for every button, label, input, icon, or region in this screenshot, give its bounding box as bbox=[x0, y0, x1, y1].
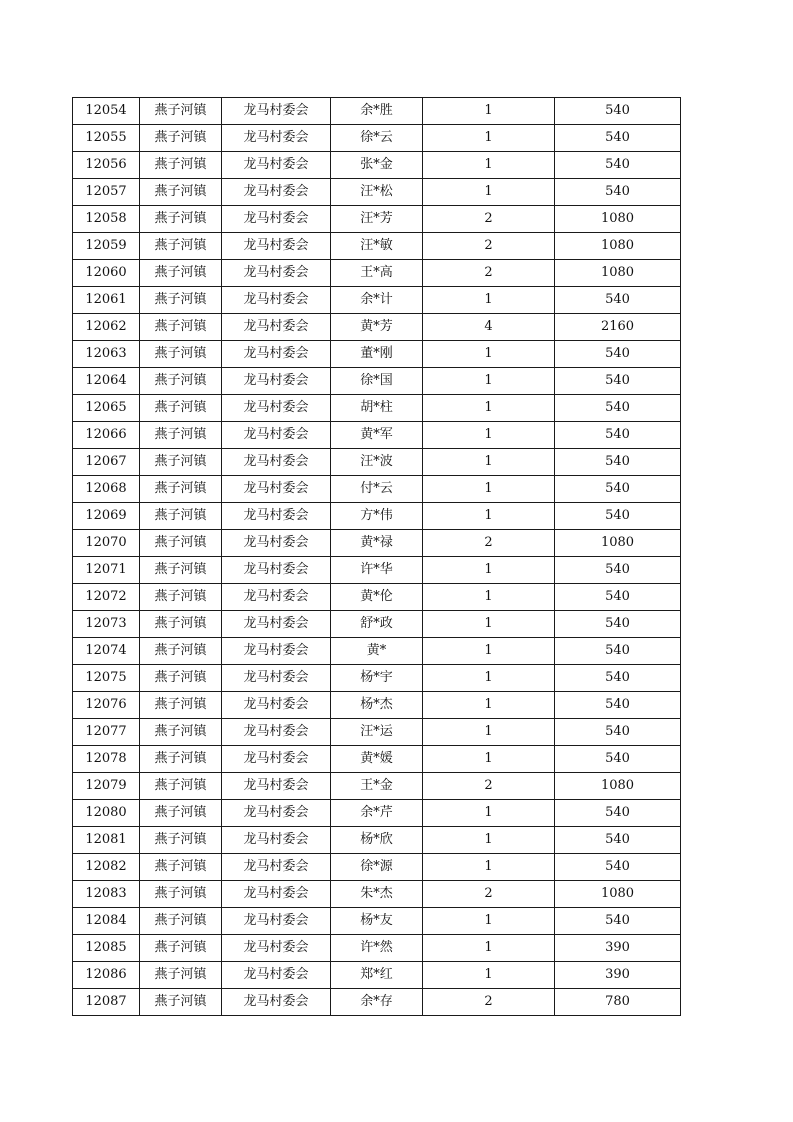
town-cell: 燕子河镇 bbox=[140, 881, 222, 908]
count-cell: 1 bbox=[423, 287, 555, 314]
count-cell: 1 bbox=[423, 962, 555, 989]
table-row bbox=[73, 854, 681, 881]
table-row bbox=[73, 476, 681, 503]
village-cell: 龙马村委会 bbox=[222, 584, 331, 611]
row-id-cell: 12068 bbox=[73, 476, 140, 503]
count-cell: 1 bbox=[423, 557, 555, 584]
name-cell: 黄*禄 bbox=[331, 530, 423, 557]
name-cell: 余*胜 bbox=[331, 98, 423, 125]
village-cell: 龙马村委会 bbox=[222, 422, 331, 449]
table-row bbox=[73, 179, 681, 206]
row-id-cell: 12075 bbox=[73, 665, 140, 692]
row-id-cell: 12070 bbox=[73, 530, 140, 557]
table-row bbox=[73, 395, 681, 422]
name-cell: 王*金 bbox=[331, 773, 423, 800]
village-cell: 龙马村委会 bbox=[222, 314, 331, 341]
row-id-cell: 12063 bbox=[73, 341, 140, 368]
row-id-cell: 12084 bbox=[73, 908, 140, 935]
town-cell: 燕子河镇 bbox=[140, 692, 222, 719]
count-cell: 2 bbox=[423, 260, 555, 287]
row-id-cell: 12067 bbox=[73, 449, 140, 476]
row-id-cell: 12060 bbox=[73, 260, 140, 287]
name-cell: 汪*运 bbox=[331, 719, 423, 746]
count-cell: 1 bbox=[423, 98, 555, 125]
name-cell: 方*伟 bbox=[331, 503, 423, 530]
count-cell: 1 bbox=[423, 179, 555, 206]
count-cell: 1 bbox=[423, 422, 555, 449]
village-cell: 龙马村委会 bbox=[222, 287, 331, 314]
town-cell: 燕子河镇 bbox=[140, 773, 222, 800]
amount-cell: 540 bbox=[555, 152, 681, 179]
village-cell: 龙马村委会 bbox=[222, 179, 331, 206]
row-id-cell: 12066 bbox=[73, 422, 140, 449]
count-cell: 1 bbox=[423, 638, 555, 665]
amount-cell: 540 bbox=[555, 800, 681, 827]
town-cell: 燕子河镇 bbox=[140, 611, 222, 638]
amount-cell: 540 bbox=[555, 287, 681, 314]
name-cell: 朱*杰 bbox=[331, 881, 423, 908]
row-id-cell: 12065 bbox=[73, 395, 140, 422]
village-cell: 龙马村委会 bbox=[222, 395, 331, 422]
village-cell: 龙马村委会 bbox=[222, 611, 331, 638]
count-cell: 1 bbox=[423, 152, 555, 179]
town-cell: 燕子河镇 bbox=[140, 98, 222, 125]
amount-cell: 1080 bbox=[555, 233, 681, 260]
table-row bbox=[73, 800, 681, 827]
town-cell: 燕子河镇 bbox=[140, 584, 222, 611]
table-row bbox=[73, 368, 681, 395]
name-cell: 许*华 bbox=[331, 557, 423, 584]
name-cell: 王*高 bbox=[331, 260, 423, 287]
town-cell: 燕子河镇 bbox=[140, 800, 222, 827]
row-id-cell: 12081 bbox=[73, 827, 140, 854]
town-cell: 燕子河镇 bbox=[140, 989, 222, 1016]
table-body bbox=[73, 98, 681, 1016]
table-row bbox=[73, 719, 681, 746]
name-cell: 余*计 bbox=[331, 287, 423, 314]
amount-cell: 540 bbox=[555, 854, 681, 881]
town-cell: 燕子河镇 bbox=[140, 341, 222, 368]
amount-cell: 540 bbox=[555, 125, 681, 152]
town-cell: 燕子河镇 bbox=[140, 827, 222, 854]
village-cell: 龙马村委会 bbox=[222, 368, 331, 395]
amount-cell: 540 bbox=[555, 449, 681, 476]
town-cell: 燕子河镇 bbox=[140, 476, 222, 503]
amount-cell: 1080 bbox=[555, 773, 681, 800]
amount-cell: 540 bbox=[555, 368, 681, 395]
village-cell: 龙马村委会 bbox=[222, 476, 331, 503]
count-cell: 1 bbox=[423, 476, 555, 503]
table-row bbox=[73, 638, 681, 665]
name-cell: 杨*友 bbox=[331, 908, 423, 935]
town-cell: 燕子河镇 bbox=[140, 557, 222, 584]
town-cell: 燕子河镇 bbox=[140, 719, 222, 746]
count-cell: 1 bbox=[423, 395, 555, 422]
count-cell: 1 bbox=[423, 584, 555, 611]
row-id-cell: 12074 bbox=[73, 638, 140, 665]
count-cell: 1 bbox=[423, 341, 555, 368]
name-cell: 余*存 bbox=[331, 989, 423, 1016]
town-cell: 燕子河镇 bbox=[140, 503, 222, 530]
name-cell: 汪*波 bbox=[331, 449, 423, 476]
name-cell: 黄*媛 bbox=[331, 746, 423, 773]
town-cell: 燕子河镇 bbox=[140, 962, 222, 989]
count-cell: 1 bbox=[423, 692, 555, 719]
town-cell: 燕子河镇 bbox=[140, 908, 222, 935]
town-cell: 燕子河镇 bbox=[140, 395, 222, 422]
count-cell: 1 bbox=[423, 665, 555, 692]
count-cell: 2 bbox=[423, 773, 555, 800]
count-cell: 1 bbox=[423, 611, 555, 638]
name-cell: 杨*杰 bbox=[331, 692, 423, 719]
table-row bbox=[73, 611, 681, 638]
village-cell: 龙马村委会 bbox=[222, 935, 331, 962]
name-cell: 付*云 bbox=[331, 476, 423, 503]
row-id-cell: 12083 bbox=[73, 881, 140, 908]
row-id-cell: 12056 bbox=[73, 152, 140, 179]
amount-cell: 1080 bbox=[555, 260, 681, 287]
table-row bbox=[73, 557, 681, 584]
village-cell: 龙马村委会 bbox=[222, 773, 331, 800]
count-cell: 1 bbox=[423, 719, 555, 746]
table-row bbox=[73, 827, 681, 854]
name-cell: 汪*松 bbox=[331, 179, 423, 206]
amount-cell: 780 bbox=[555, 989, 681, 1016]
count-cell: 4 bbox=[423, 314, 555, 341]
table-row bbox=[73, 98, 681, 125]
amount-cell: 540 bbox=[555, 908, 681, 935]
town-cell: 燕子河镇 bbox=[140, 206, 222, 233]
village-cell: 龙马村委会 bbox=[222, 503, 331, 530]
table-row bbox=[73, 773, 681, 800]
village-cell: 龙马村委会 bbox=[222, 665, 331, 692]
name-cell: 黄* bbox=[331, 638, 423, 665]
row-id-cell: 12059 bbox=[73, 233, 140, 260]
town-cell: 燕子河镇 bbox=[140, 179, 222, 206]
town-cell: 燕子河镇 bbox=[140, 314, 222, 341]
count-cell: 1 bbox=[423, 746, 555, 773]
amount-cell: 1080 bbox=[555, 530, 681, 557]
town-cell: 燕子河镇 bbox=[140, 746, 222, 773]
count-cell: 2 bbox=[423, 233, 555, 260]
amount-cell: 540 bbox=[555, 503, 681, 530]
town-cell: 燕子河镇 bbox=[140, 449, 222, 476]
amount-cell: 2160 bbox=[555, 314, 681, 341]
name-cell: 许*然 bbox=[331, 935, 423, 962]
name-cell: 黄*军 bbox=[331, 422, 423, 449]
village-cell: 龙马村委会 bbox=[222, 746, 331, 773]
village-cell: 龙马村委会 bbox=[222, 260, 331, 287]
town-cell: 燕子河镇 bbox=[140, 854, 222, 881]
name-cell: 胡*柱 bbox=[331, 395, 423, 422]
row-id-cell: 12082 bbox=[73, 854, 140, 881]
count-cell: 2 bbox=[423, 881, 555, 908]
row-id-cell: 12054 bbox=[73, 98, 140, 125]
village-cell: 龙马村委会 bbox=[222, 125, 331, 152]
count-cell: 1 bbox=[423, 854, 555, 881]
row-id-cell: 12079 bbox=[73, 773, 140, 800]
count-cell: 1 bbox=[423, 449, 555, 476]
village-cell: 龙马村委会 bbox=[222, 908, 331, 935]
row-id-cell: 12087 bbox=[73, 989, 140, 1016]
name-cell: 徐*源 bbox=[331, 854, 423, 881]
name-cell: 汪*敏 bbox=[331, 233, 423, 260]
count-cell: 2 bbox=[423, 989, 555, 1016]
village-cell: 龙马村委会 bbox=[222, 638, 331, 665]
row-id-cell: 12073 bbox=[73, 611, 140, 638]
town-cell: 燕子河镇 bbox=[140, 287, 222, 314]
row-id-cell: 12055 bbox=[73, 125, 140, 152]
row-id-cell: 12086 bbox=[73, 962, 140, 989]
row-id-cell: 12064 bbox=[73, 368, 140, 395]
count-cell: 1 bbox=[423, 800, 555, 827]
amount-cell: 540 bbox=[555, 827, 681, 854]
row-id-cell: 12078 bbox=[73, 746, 140, 773]
roster-table bbox=[72, 97, 681, 1016]
table-row bbox=[73, 449, 681, 476]
row-id-cell: 12057 bbox=[73, 179, 140, 206]
town-cell: 燕子河镇 bbox=[140, 665, 222, 692]
village-cell: 龙马村委会 bbox=[222, 827, 331, 854]
village-cell: 龙马村委会 bbox=[222, 854, 331, 881]
village-cell: 龙马村委会 bbox=[222, 341, 331, 368]
table-row bbox=[73, 314, 681, 341]
row-id-cell: 12071 bbox=[73, 557, 140, 584]
count-cell: 1 bbox=[423, 503, 555, 530]
count-cell: 2 bbox=[423, 206, 555, 233]
table-row bbox=[73, 206, 681, 233]
village-cell: 龙马村委会 bbox=[222, 881, 331, 908]
table-row bbox=[73, 152, 681, 179]
name-cell: 黄*伦 bbox=[331, 584, 423, 611]
village-cell: 龙马村委会 bbox=[222, 98, 331, 125]
table-row bbox=[73, 125, 681, 152]
row-id-cell: 12069 bbox=[73, 503, 140, 530]
row-id-cell: 12061 bbox=[73, 287, 140, 314]
table-row bbox=[73, 422, 681, 449]
table-row bbox=[73, 530, 681, 557]
amount-cell: 1080 bbox=[555, 881, 681, 908]
town-cell: 燕子河镇 bbox=[140, 233, 222, 260]
count-cell: 2 bbox=[423, 530, 555, 557]
name-cell: 徐*云 bbox=[331, 125, 423, 152]
table-row bbox=[73, 665, 681, 692]
village-cell: 龙马村委会 bbox=[222, 557, 331, 584]
table-row bbox=[73, 881, 681, 908]
row-id-cell: 12072 bbox=[73, 584, 140, 611]
name-cell: 徐*国 bbox=[331, 368, 423, 395]
name-cell: 张*金 bbox=[331, 152, 423, 179]
row-id-cell: 12058 bbox=[73, 206, 140, 233]
amount-cell: 540 bbox=[555, 584, 681, 611]
town-cell: 燕子河镇 bbox=[140, 125, 222, 152]
amount-cell: 540 bbox=[555, 692, 681, 719]
name-cell: 余*芹 bbox=[331, 800, 423, 827]
amount-cell: 540 bbox=[555, 422, 681, 449]
count-cell: 1 bbox=[423, 368, 555, 395]
village-cell: 龙马村委会 bbox=[222, 692, 331, 719]
amount-cell: 540 bbox=[555, 746, 681, 773]
town-cell: 燕子河镇 bbox=[140, 935, 222, 962]
village-cell: 龙马村委会 bbox=[222, 530, 331, 557]
table-row bbox=[73, 341, 681, 368]
village-cell: 龙马村委会 bbox=[222, 719, 331, 746]
table-row bbox=[73, 584, 681, 611]
village-cell: 龙马村委会 bbox=[222, 989, 331, 1016]
count-cell: 1 bbox=[423, 935, 555, 962]
amount-cell: 540 bbox=[555, 611, 681, 638]
name-cell: 郑*红 bbox=[331, 962, 423, 989]
table-row bbox=[73, 935, 681, 962]
village-cell: 龙马村委会 bbox=[222, 449, 331, 476]
name-cell: 汪*芳 bbox=[331, 206, 423, 233]
amount-cell: 540 bbox=[555, 341, 681, 368]
amount-cell: 540 bbox=[555, 665, 681, 692]
name-cell: 黄*芳 bbox=[331, 314, 423, 341]
village-cell: 龙马村委会 bbox=[222, 962, 331, 989]
row-id-cell: 12077 bbox=[73, 719, 140, 746]
village-cell: 龙马村委会 bbox=[222, 152, 331, 179]
count-cell: 1 bbox=[423, 125, 555, 152]
name-cell: 杨*宇 bbox=[331, 665, 423, 692]
amount-cell: 390 bbox=[555, 962, 681, 989]
name-cell: 董*刚 bbox=[331, 341, 423, 368]
amount-cell: 1080 bbox=[555, 206, 681, 233]
row-id-cell: 12062 bbox=[73, 314, 140, 341]
town-cell: 燕子河镇 bbox=[140, 260, 222, 287]
amount-cell: 390 bbox=[555, 935, 681, 962]
amount-cell: 540 bbox=[555, 179, 681, 206]
row-id-cell: 12085 bbox=[73, 935, 140, 962]
name-cell: 舒*政 bbox=[331, 611, 423, 638]
row-id-cell: 12076 bbox=[73, 692, 140, 719]
town-cell: 燕子河镇 bbox=[140, 530, 222, 557]
village-cell: 龙马村委会 bbox=[222, 206, 331, 233]
town-cell: 燕子河镇 bbox=[140, 638, 222, 665]
amount-cell: 540 bbox=[555, 98, 681, 125]
table-row bbox=[73, 692, 681, 719]
table-row bbox=[73, 962, 681, 989]
table-row bbox=[73, 260, 681, 287]
table-row bbox=[73, 746, 681, 773]
table-row bbox=[73, 503, 681, 530]
count-cell: 1 bbox=[423, 908, 555, 935]
amount-cell: 540 bbox=[555, 395, 681, 422]
name-cell: 杨*欣 bbox=[331, 827, 423, 854]
count-cell: 1 bbox=[423, 827, 555, 854]
town-cell: 燕子河镇 bbox=[140, 368, 222, 395]
town-cell: 燕子河镇 bbox=[140, 422, 222, 449]
table-row bbox=[73, 233, 681, 260]
table-row bbox=[73, 908, 681, 935]
amount-cell: 540 bbox=[555, 719, 681, 746]
town-cell: 燕子河镇 bbox=[140, 152, 222, 179]
village-cell: 龙马村委会 bbox=[222, 800, 331, 827]
table-row bbox=[73, 287, 681, 314]
table-row bbox=[73, 989, 681, 1016]
amount-cell: 540 bbox=[555, 557, 681, 584]
row-id-cell: 12080 bbox=[73, 800, 140, 827]
amount-cell: 540 bbox=[555, 638, 681, 665]
village-cell: 龙马村委会 bbox=[222, 233, 331, 260]
amount-cell: 540 bbox=[555, 476, 681, 503]
